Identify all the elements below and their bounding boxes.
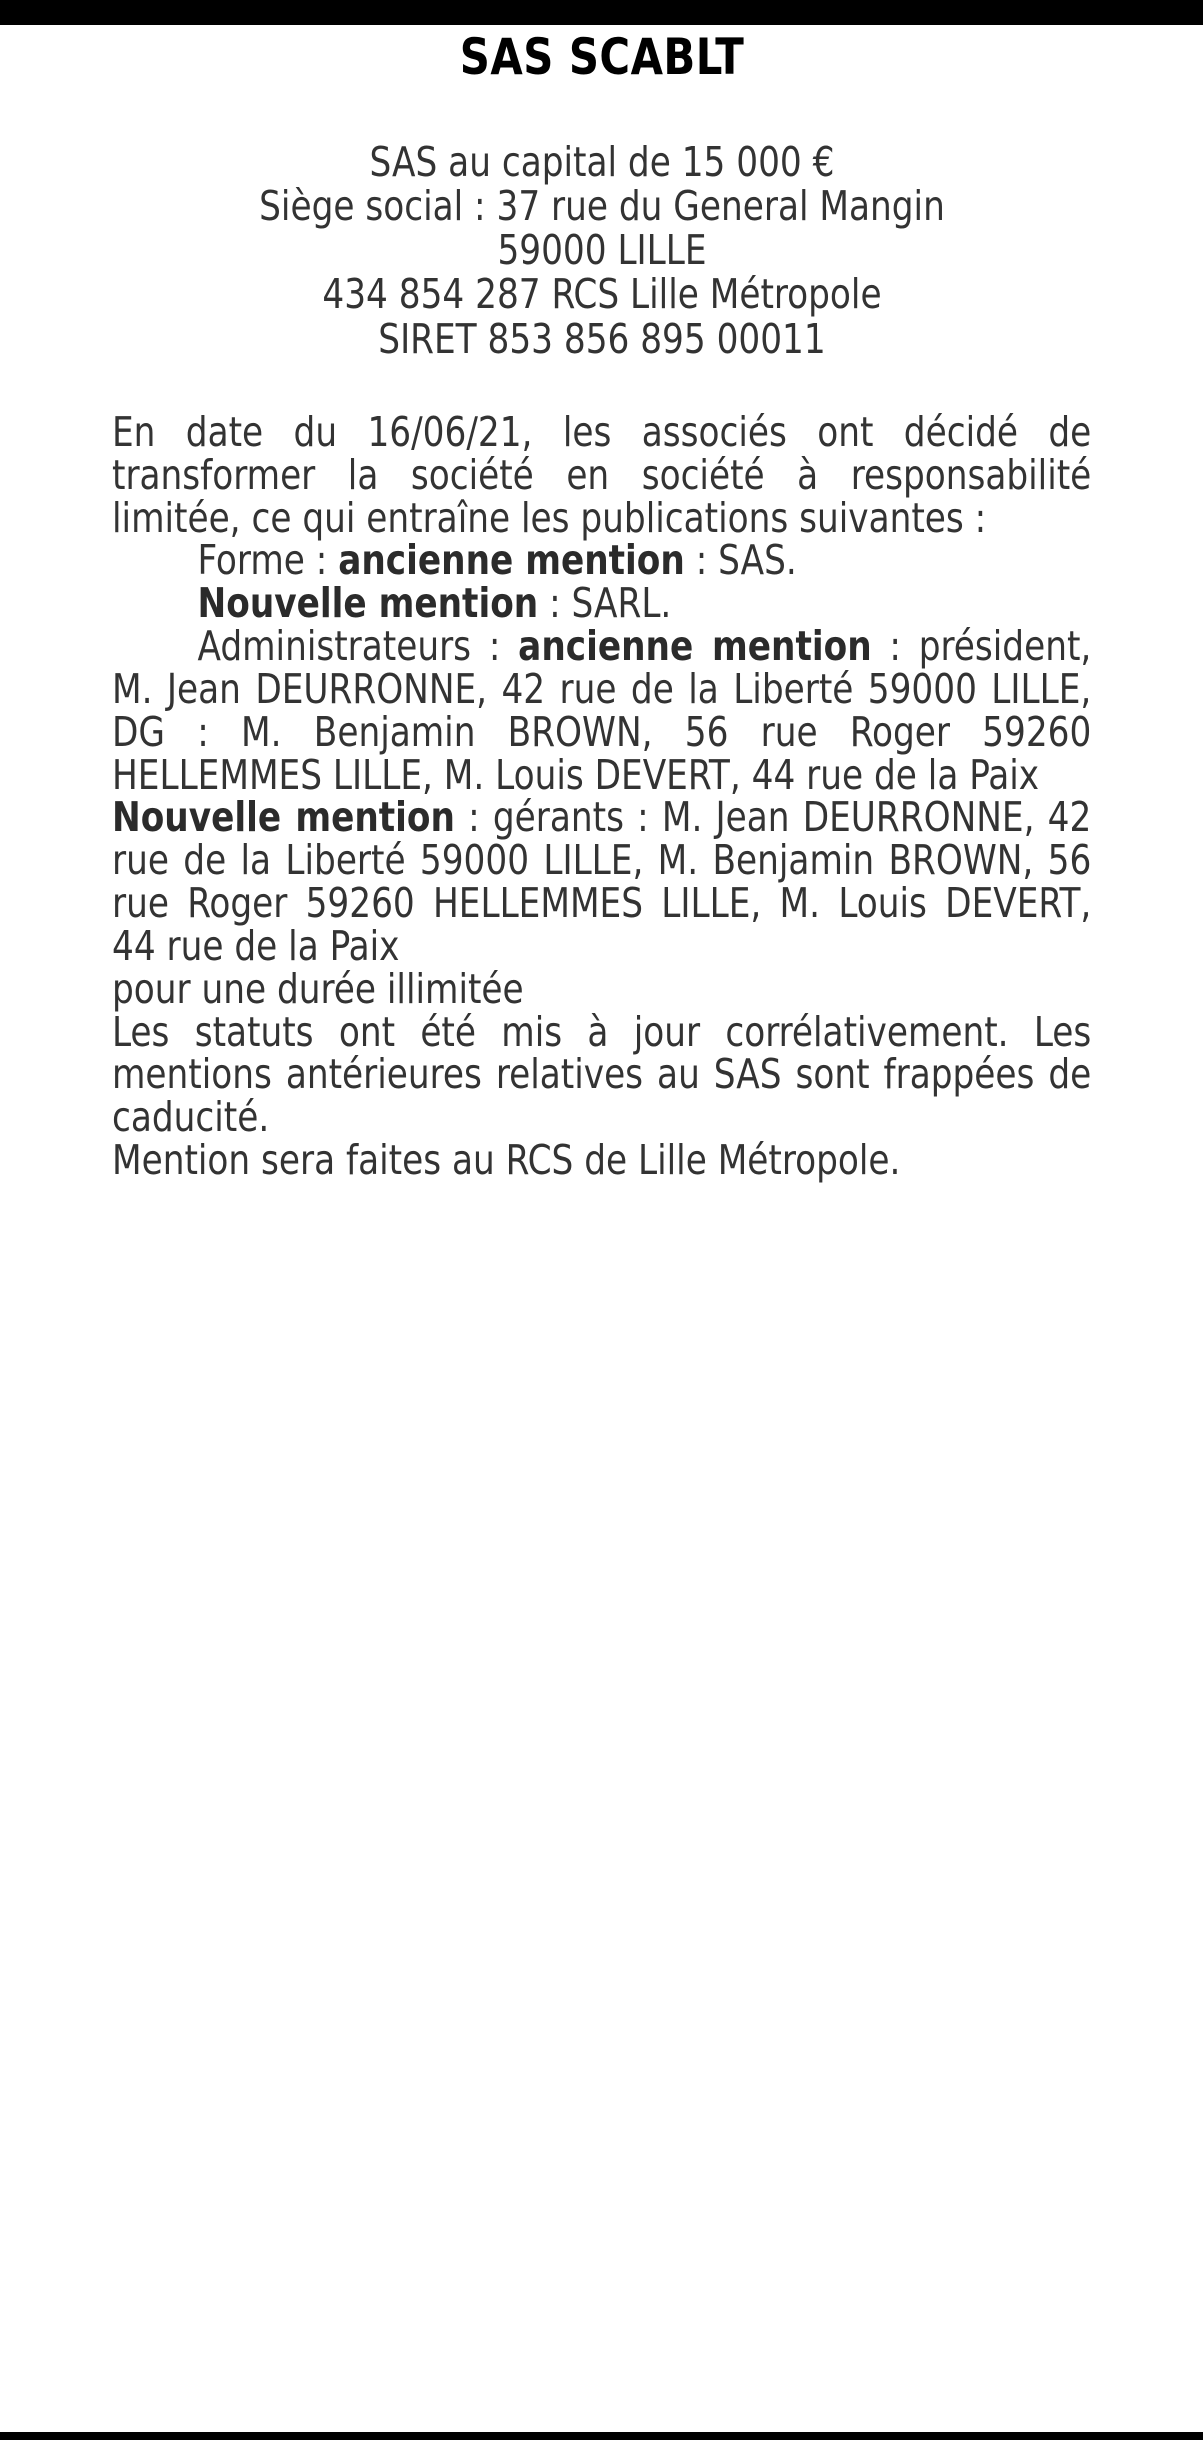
administrateurs-new-mention-value: : gérants : M. Jean DEURRONNE, 42 rue de la Liberté 59000 LILLE, M. Benjamin BROWN, 56 rue Roger 59260 HELLEMMES LILLE, M. Louis DEVERT, 44 rue de la Paix: [111, 793, 1091, 970]
company-name-title: SAS SCABLT: [459, 28, 744, 86]
forme-new-mention-value: : SARL.: [537, 579, 671, 628]
paragraph-forme-old: [112, 536, 1091, 585]
forme-old-mention-value: : SAS.: [684, 536, 797, 585]
administrateurs-old-mention-value: : président, M. Jean DEURRONNE, 42 rue de la Liberté 59000 LILLE, DG : M. Benjamin BROWN, 56 rue Roger 59260 HELLEMMES LILLE, M. Louis DEVERT, 44 rue de la Paix: [111, 622, 1091, 799]
notice-text-block: [111, 361, 1091, 1185]
legal-notice-page: [0, 25, 1203, 1185]
legal-notice-body: [111, 25, 1092, 1185]
capital-line: SAS au capital de 15 000 €: [369, 137, 834, 186]
forme-new-mention-label: Nouvelle mention: [197, 579, 538, 628]
registered-office-line: Siège social : 37 rue du General Mangin: [258, 181, 945, 230]
administrateurs-label: Administrateurs :: [197, 622, 518, 671]
paragraph-mention-rcs: Mention sera faites au RCS de Lille Métropole.: [111, 1136, 900, 1185]
administrateurs-new-mention-label: Nouvelle mention: [111, 793, 455, 842]
paragraph-forme-new: [112, 579, 1091, 628]
paragraph-administrateurs-new: [111, 793, 1091, 970]
city-line: 59000 LILLE: [496, 226, 707, 275]
paragraph-duration: pour une durée illimitée: [111, 964, 524, 1013]
forme-label: Forme :: [197, 536, 338, 585]
forme-old-mention-label: ancienne mention: [337, 536, 685, 585]
paragraph-intro: En date du 16/06/21, les associés ont décidé de transformer la société en société à responsabilité limitée, ce qui entraîne les publications suivantes :: [111, 407, 1091, 542]
company-identification-block: [146, 84, 1057, 361]
top-rule-divider: [0, 0, 1203, 25]
administrateurs-old-mention-label: ancienne mention: [517, 622, 872, 671]
paragraph-administrateurs-old: [111, 622, 1091, 799]
rcs-line: 434 854 287 RCS Lille Métropole: [321, 270, 882, 319]
bottom-rule-divider: [0, 2432, 1203, 2440]
paragraph-statuts: Les statuts ont été mis à jour corrélativement. Les mentions antérieures relatives au SAS sont frappées de caducité.: [111, 1007, 1091, 1142]
siret-line: SIRET 853 856 895 00011: [377, 314, 826, 363]
